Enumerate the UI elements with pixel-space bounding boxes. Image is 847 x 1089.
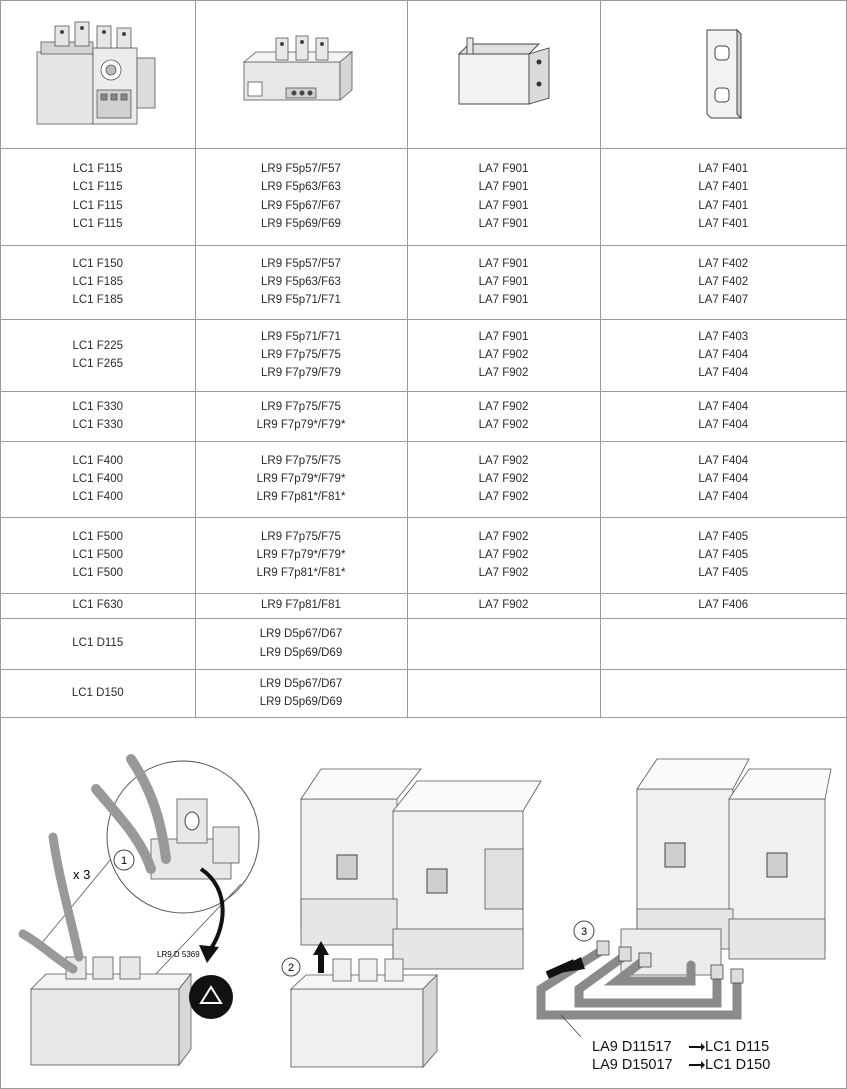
part-number: LC1 F185 (72, 275, 123, 288)
bracket-image-cell (407, 1, 600, 148)
part-number: LA7 F405 (698, 530, 749, 543)
part-number: LA7 F401 (698, 199, 749, 212)
part-number: LA7 F901 (478, 217, 529, 230)
part-number: LA7 F401 (698, 217, 749, 230)
table-row (1, 391, 846, 441)
bracket-cell (407, 669, 600, 717)
part-number: LA7 F902 (478, 567, 529, 580)
contactor-cell (1, 669, 195, 717)
link-image-cell (600, 1, 846, 148)
link-cell (600, 245, 846, 319)
part-number: LA7 F902 (478, 454, 529, 467)
thermal-relay-cell (195, 441, 407, 517)
part-number: LC1 F115 (72, 162, 123, 175)
part-number: LR9 D5p67/D67 (259, 677, 343, 690)
part-number: LA7 F902 (478, 472, 529, 485)
kit-line-1-target: LC1 D115 (705, 1039, 770, 1055)
part-number: LC1 F330 (72, 419, 123, 431)
step-2-label: 2 (287, 962, 295, 974)
contactor-cell (1, 148, 195, 245)
thermal-relay-icon (236, 34, 366, 114)
link-cell (600, 618, 846, 669)
part-number: LR9 F7p75/F75 (261, 454, 341, 467)
part-number: LR9 F7p81*/F81* (256, 491, 346, 504)
part-number: LR9 F5p63/F63 (261, 275, 341, 288)
part-number: LR9 F5p63/F63 (261, 181, 341, 194)
bracket-cell (407, 441, 600, 517)
part-number: LA7 F402 (698, 275, 749, 288)
contactor-cell (1, 618, 195, 669)
part-number: LR9 F5p67/F67 (261, 199, 341, 212)
part-number: LC1 F225 (72, 339, 123, 352)
part-number: LC1 F330 (72, 400, 123, 413)
table-row (1, 319, 846, 391)
part-number: LA7 F901 (478, 294, 529, 307)
part-number: LA7 F404 (698, 400, 749, 413)
thermal-relay-cell (195, 618, 407, 669)
part-number: LA7 F902 (478, 548, 529, 561)
thermal-relay-cell (195, 593, 407, 618)
part-number: LC1 F115 (72, 181, 123, 194)
part-number: LA7 F902 (478, 491, 529, 504)
kit-line-1-kit: LA9 D11517 (592, 1039, 672, 1055)
link-cell (600, 319, 846, 391)
part-number: LA7 F407 (698, 294, 749, 307)
part-number: LA7 F406 (698, 599, 749, 612)
part-number: LA7 F402 (698, 257, 749, 270)
part-number: LA7 F404 (698, 348, 749, 361)
thermal-relay-cell (195, 148, 407, 245)
part-number: LA7 F901 (478, 257, 529, 270)
part-number: LR9 F7p75/F75 (261, 348, 341, 361)
part-number: LA7 F401 (698, 162, 749, 175)
part-number: LA7 F901 (478, 330, 529, 343)
bracket-cell (407, 245, 600, 319)
link-cell (600, 593, 846, 618)
thermal-relay-cell (195, 319, 407, 391)
link-cell (600, 441, 846, 517)
part-number: LA7 F902 (478, 348, 529, 361)
step-3-panel (541, 759, 831, 1073)
thermal-relay-cell (195, 245, 407, 319)
step-1-panel (23, 759, 259, 1065)
assembly-illustration (1, 719, 846, 1088)
bracket-cell (407, 618, 600, 669)
table-row (1, 441, 846, 517)
part-number: LC1 F400 (72, 454, 123, 467)
step-3-label: 3 (580, 926, 588, 938)
part-number: LR9 F5p69/F69 (261, 217, 341, 230)
table-row (1, 593, 846, 618)
link-cell (600, 669, 846, 717)
kit-line-2-target: LC1 D150 (705, 1057, 771, 1073)
recycle-bin-icon (189, 975, 233, 1019)
connection-link-icon (693, 24, 753, 124)
part-number: LR9 F7p81/F81 (261, 599, 341, 612)
part-number: LA7 F901 (478, 162, 529, 175)
part-number: LR9 F7p75/F75 (261, 530, 341, 543)
thermal-relay-cell (195, 669, 407, 717)
part-number: LR9 F7p79*/F79* (256, 548, 346, 561)
part-number: LR9 F5p71/F71 (261, 294, 341, 307)
part-number: LR9 D5p69/D69 (259, 696, 343, 708)
kit-line-2-kit: LA9 D15017 (592, 1057, 673, 1073)
part-number: LA7 F901 (478, 181, 529, 194)
multiplier-label: x 3 (73, 867, 91, 882)
relay-reference-label: LR9 D 5369 (157, 950, 200, 959)
part-number: LA7 F405 (698, 567, 749, 580)
part-number: LR9 F7p75/F75 (261, 400, 341, 413)
part-number: LA7 F902 (478, 400, 529, 413)
part-number: LR9 F7p79*/F79* (256, 419, 346, 431)
part-number: LC1 F500 (72, 530, 123, 543)
link-cell (600, 517, 846, 593)
part-number: LC1 F500 (72, 548, 123, 561)
part-number: LC1 F265 (72, 358, 123, 370)
kit-arrow-icon (689, 1043, 705, 1069)
part-number: LC1 F400 (72, 491, 123, 504)
part-number: LC1 D115 (72, 637, 124, 650)
compatibility-table (1, 1, 846, 718)
part-number: LA7 F901 (478, 199, 529, 212)
part-number: LA7 F902 (478, 530, 529, 543)
part-number: LR9 F7p79/F79 (261, 367, 341, 380)
part-number: LR9 F5p57/F57 (261, 257, 341, 270)
part-number: LC1 F400 (72, 472, 123, 485)
part-number: LC1 F630 (72, 599, 123, 612)
bracket-cell (407, 319, 600, 391)
part-number: LR9 D5p69/D69 (259, 646, 343, 659)
part-number: LR9 F7p81*/F81* (256, 567, 346, 580)
contactor-cell (1, 391, 195, 441)
part-number: LC1 F115 (72, 199, 123, 212)
contactor-image-cell (1, 1, 195, 148)
part-number: LC1 F115 (72, 217, 123, 230)
part-number: LA7 F405 (698, 548, 749, 561)
bracket-cell (407, 593, 600, 618)
thermal-relay-image-cell (195, 1, 407, 148)
contactor-icon (33, 18, 163, 130)
step-2-panel (282, 769, 541, 1067)
part-number: LA7 F403 (698, 330, 749, 343)
thermal-relay-cell (195, 517, 407, 593)
table-row (1, 245, 846, 319)
table-row (1, 148, 846, 245)
part-number: LA7 F902 (478, 599, 529, 612)
link-cell (600, 391, 846, 441)
contactor-cell (1, 245, 195, 319)
contactor-cell (1, 319, 195, 391)
part-number: LR9 F5p57/F57 (261, 162, 341, 175)
part-number: LA7 F902 (478, 419, 529, 431)
bracket-cell (407, 391, 600, 441)
part-number: LA7 F404 (698, 367, 749, 380)
mounting-bracket-icon (449, 34, 559, 114)
image-row (1, 1, 846, 148)
contactor-cell (1, 517, 195, 593)
part-number: LA7 F404 (698, 472, 749, 485)
part-number: LA7 F901 (478, 275, 529, 288)
contactor-cell (1, 593, 195, 618)
part-number: LR9 F5p71/F71 (261, 330, 341, 343)
part-number: LC1 F150 (72, 257, 123, 270)
part-number: LR9 D5p67/D67 (259, 628, 343, 641)
table-row (1, 669, 846, 717)
bracket-cell (407, 148, 600, 245)
part-number: LC1 F185 (72, 294, 123, 307)
table-row (1, 517, 846, 593)
part-number: LC1 F500 (72, 567, 123, 580)
step-1-label: 1 (120, 855, 128, 867)
contactor-cell (1, 441, 195, 517)
part-number: LR9 F7p79*/F79* (256, 472, 346, 485)
part-number: LA7 F404 (698, 419, 749, 431)
part-number: LC1 D150 (71, 686, 124, 699)
part-number: LA7 F404 (698, 454, 749, 467)
table-row (1, 618, 846, 669)
thermal-relay-cell (195, 391, 407, 441)
part-number: LA7 F404 (698, 491, 749, 504)
link-cell (600, 148, 846, 245)
bracket-cell (407, 517, 600, 593)
part-number: LA7 F902 (478, 367, 529, 380)
part-number: LA7 F401 (698, 181, 749, 194)
